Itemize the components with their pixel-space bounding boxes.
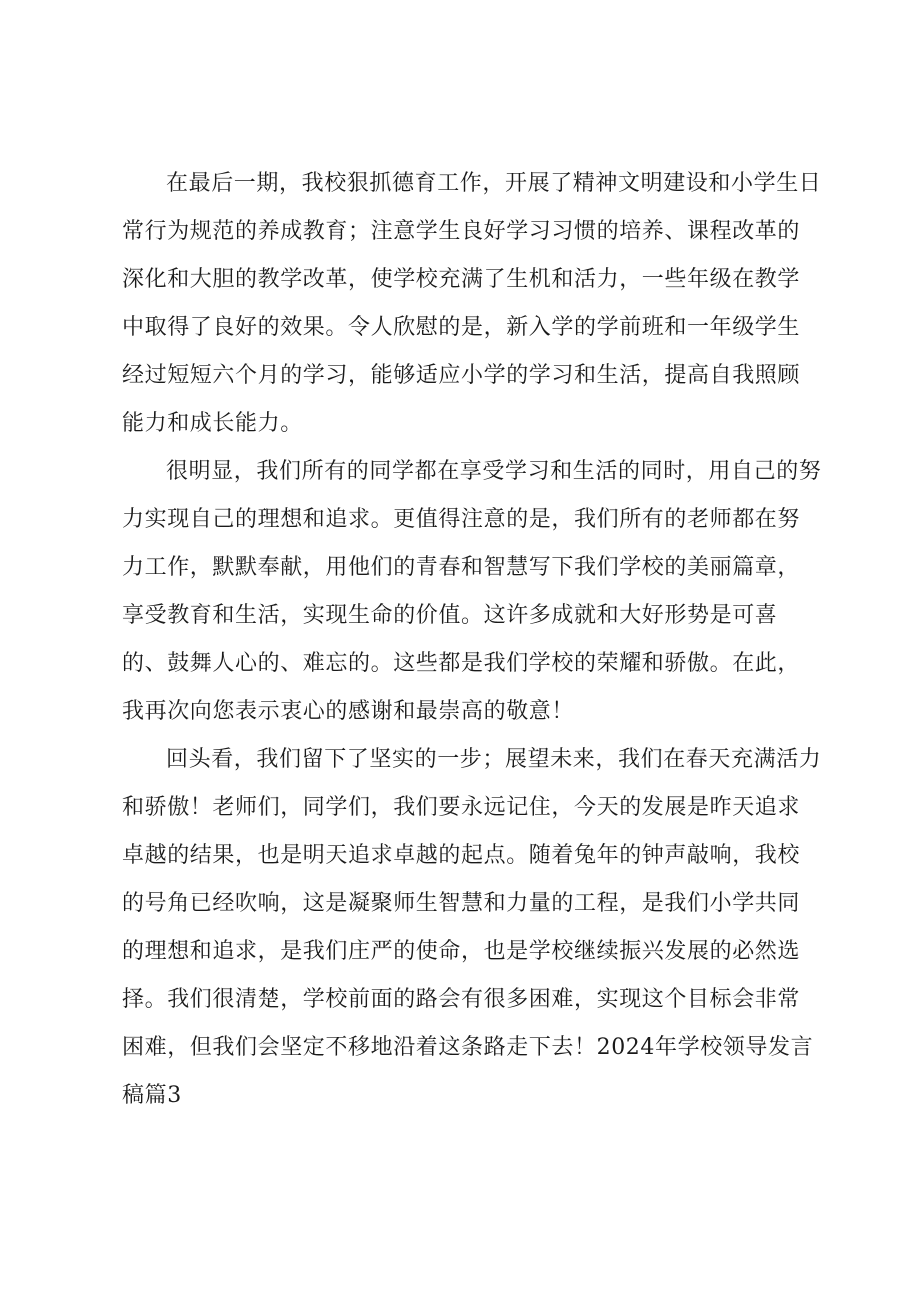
document-body <box>122 160 822 1120</box>
paragraph-2: 很明显，我们所有的同学都在享受学习和生活的同时，用自己的努力实现自己的理想和追求。更值得注意的是，我们所有的老师都在努力工作，默默奉献，用他们的青春和智慧写下我们学校的美丽篇章，享受教育和生活，实现生命的价值。这许多成就和大好形势是可喜的、鼓舞人心的、难忘的。这些都是我们学校的荣耀和骄傲。在此，我再次向您表示衷心的感谢和最崇高的敬意！ <box>122 459 822 724</box>
paragraph-3: 回头看，我们留下了坚实的一步；展望未来，我们在春天充满活力和骄傲！老师们，同学们，我们要永远记住，今天的发展是昨天追求卓越的结果，也是明天追求卓越的起点。随着兔年的钟声敲响，我校的号角已经吹响，这是凝聚师生智慧和力量的工程，是我们小学共同的理想和追求，是我们庄严的使命，也是学校继续振兴发展的必然选择。我们很清楚，学校前面的路会有很多困难，实现这个目标会非常困难，但我们会坚定不移地沿着这条路走下去！2024年学校领导发言稿篇3 <box>122 747 822 1108</box>
paragraph-1: 在最后一期，我校狠抓德育工作，开展了精神文明建设和小学生日常行为规范的养成教育；注意学生良好学习习惯的培养、课程改革的深化和大胆的教学改革，使学校充满了生机和活力，一些年级在教学中取得了良好的效果。令人欣慰的是，新入学的学前班和一年级学生经过短短六个月的学习，能够适应小学的学习和生活，提高自我照顾能力和成长能力。 <box>122 171 822 436</box>
